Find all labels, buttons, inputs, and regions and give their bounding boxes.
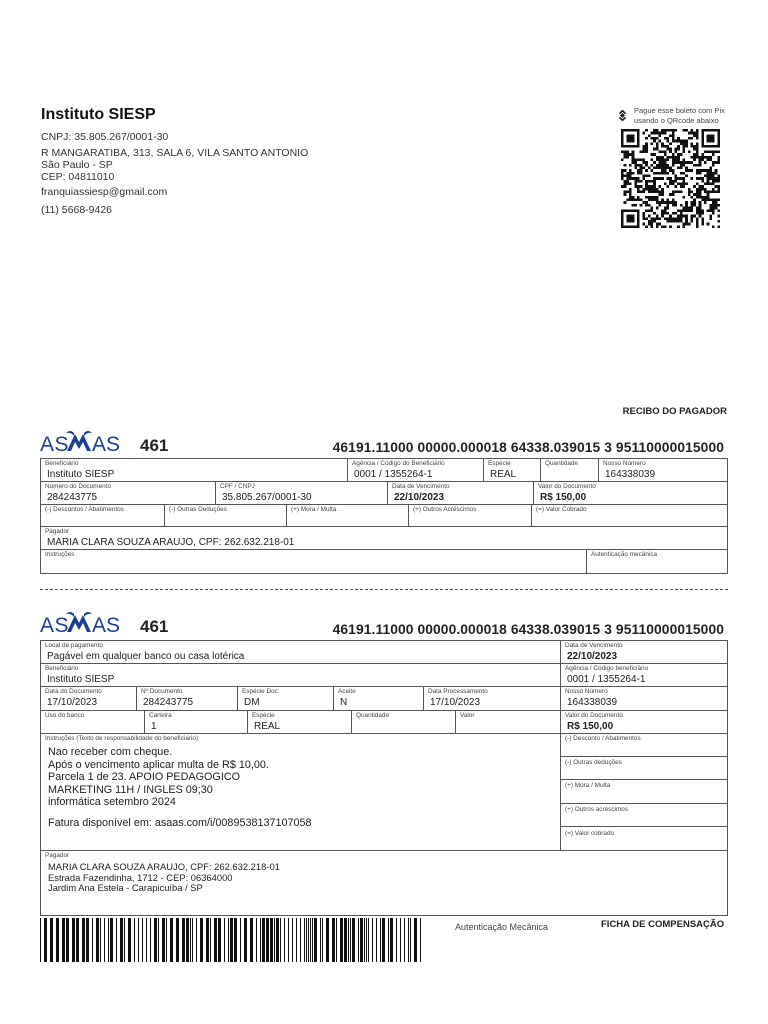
slip-data-processamento [424, 687, 561, 711]
receipt-beneficiario [41, 459, 348, 482]
label: Instruções (Texto de responsabilidade do beneficiário) [45, 735, 199, 742]
slip-beneficiario [41, 664, 561, 687]
slip-box [40, 640, 728, 916]
slip-desconto [561, 734, 727, 757]
label: Número do Documento [45, 483, 112, 490]
slip-carteira [145, 711, 248, 734]
asaas-logo [40, 430, 126, 456]
invoice-link: Fatura disponível em: asaas.com/i/0089538137107058 [48, 816, 312, 829]
slip-valor [456, 711, 561, 734]
label: Pagador [45, 852, 70, 859]
label: (+) Outros acréscimos [565, 806, 629, 813]
label: Valor do Documento [565, 712, 623, 719]
label: (-) Outras Deduções [169, 506, 227, 513]
label: Quantidade [356, 712, 390, 719]
value: DM [244, 697, 260, 708]
barcode [40, 918, 422, 962]
pix-line-2: usando o QRcode abaixo [634, 115, 719, 125]
value: 22/10/2023 [394, 492, 445, 503]
value: 17/10/2023 [47, 697, 98, 708]
label: Pagador [45, 528, 70, 535]
receipt-outras-deducoes [165, 505, 287, 527]
label: (+) Outros Acréscimos [413, 506, 477, 513]
value: 35.805.267/0001-30 [222, 492, 312, 503]
value: 164338039 [605, 469, 656, 480]
slip-numero-documento [137, 687, 238, 711]
instructions-text [48, 746, 312, 830]
value: 22/10/2023 [567, 651, 618, 662]
label: (-) Desconto / Abatimentos [565, 735, 641, 742]
label: Espécie [488, 460, 511, 467]
payer-text [48, 862, 280, 894]
slip-data-documento [41, 687, 137, 711]
receipt-pagador [41, 527, 727, 550]
label: Instruções [45, 551, 75, 558]
label: Data Processamento [428, 688, 488, 695]
label: Espécie [252, 712, 275, 719]
payer-line: Estrada Fazendinha, 1712 - CEP: 06364000 [48, 871, 233, 883]
label: (+) Mora / Multa [291, 506, 337, 513]
slip-agencia [561, 664, 727, 687]
label: Uso do banco [45, 712, 85, 719]
value: 0001 / 1355264-1 [354, 469, 433, 480]
slip-valor-documento [561, 711, 727, 734]
receipt-instrucoes [41, 550, 587, 573]
svg-text:AS: AS [40, 614, 70, 637]
label: (=) Valor Cobrado [536, 506, 587, 513]
label: Carteira [149, 712, 172, 719]
label: Local de pagamento [45, 642, 103, 649]
bank-code: 461 [140, 436, 169, 455]
label: Valor [460, 712, 475, 719]
value: 284243775 [47, 492, 98, 503]
asaas-logo-2 [40, 611, 126, 637]
receipt-mora-multa [287, 505, 409, 527]
slip-instrucoes [41, 734, 561, 851]
svg-text:AS: AS [92, 614, 121, 637]
instruction-line: Nao receber com cheque. [48, 746, 173, 758]
slip-nosso-numero [561, 687, 727, 711]
cut-line [40, 589, 728, 590]
receipt-especie [484, 459, 541, 482]
slip-quantidade [352, 711, 456, 734]
value: REAL [254, 721, 281, 732]
svg-text:AS: AS [40, 433, 70, 456]
label: Nosso Número [565, 688, 608, 695]
receipt-valor-cobrado [532, 505, 727, 527]
receipt-outros-acrescimos [409, 505, 532, 527]
value: 1 [151, 721, 157, 732]
slip-uso-banco [41, 711, 145, 734]
receipt-title: RECIBO DO PAGADOR [622, 406, 727, 417]
receipt-autenticacao [587, 550, 727, 573]
company-cnpj: CNPJ: 35.805.267/0001-30 [41, 131, 169, 143]
label: Nosso Número [603, 460, 646, 467]
company-city: São Paulo - SP [41, 159, 113, 171]
instruction-line: MARKETING 11H / INGLES 09;30 [48, 783, 213, 796]
receipt-valor-documento [534, 482, 727, 505]
company-cep: CEP: 04811010 [41, 171, 115, 183]
slip-mora-multa [561, 780, 727, 804]
label: (=) Valor cobrado [565, 830, 615, 837]
company-address: R MANGARATIBA, 313, SALA 6, VILA SANTO ANTONIO [41, 147, 309, 159]
value: Instituto SIESP [47, 469, 115, 480]
value: 164338039 [567, 697, 618, 708]
qr-code [621, 129, 720, 228]
payer-line: Jardim Ana Estela - Carapicuíba / SP [48, 882, 203, 894]
value: 17/10/2023 [430, 697, 481, 708]
instruction-line: Após o vencimento aplicar multa de R$ 10,00. [48, 758, 269, 771]
value: R$ 150,00 [567, 721, 614, 732]
payer-line: MARIA CLARA SOUZA ARAUJO, CPF: 262.632.218-01 [48, 861, 280, 872]
value: Instituto SIESP [47, 674, 115, 685]
bank-code-2: 461 [140, 617, 169, 636]
digitable-line-2: 46191.11000 00000.000018 64338.039015 3 95110000015000 [332, 622, 724, 637]
label: Nº Documento [141, 688, 183, 695]
pix-icon [617, 110, 628, 121]
slip-especie [248, 711, 352, 734]
label: Aceite [338, 688, 356, 695]
slip-outros-acrescimos [561, 804, 727, 827]
value: 0001 / 1355264-1 [567, 674, 646, 685]
slip-aceite [334, 687, 424, 711]
receipt-vencimento [388, 482, 534, 505]
pix-instructions [634, 106, 725, 125]
ficha-compensacao-title: FICHA DE COMPENSAÇÃO [601, 919, 725, 930]
label: Beneficiário [45, 665, 79, 672]
label: Espécie Doc. [242, 688, 280, 695]
receipt-nosso-numero [599, 459, 727, 482]
label: CPF / CNPJ [220, 483, 255, 490]
digitable-line: 46191.11000 00000.000018 64338.039015 3 95110000015000 [332, 440, 724, 455]
value: REAL [490, 469, 517, 480]
slip-local-pagamento [41, 641, 561, 664]
label: Agência / Código beneficiário [565, 665, 649, 672]
label: Data do Documento [45, 688, 102, 695]
slip-vencimento [561, 641, 727, 664]
pix-line-1: Pague esse boleto com Pix [634, 106, 725, 115]
value: Pagável em qualquer banco ou casa lotérica [47, 651, 245, 662]
label: Beneficiário [45, 460, 79, 467]
label: (+) Mora / Multa [565, 782, 611, 789]
label: Valor do Documento [538, 483, 596, 490]
company-email: franquiassiesp@gmail.com [41, 186, 168, 198]
label: Data de Vencimento [565, 642, 623, 649]
slip-valor-cobrado [561, 827, 727, 851]
slip-especie-doc [238, 687, 334, 711]
value: R$ 150,00 [540, 492, 587, 503]
label: Agência / Código do Beneficiário [352, 460, 445, 467]
receipt-box [40, 458, 728, 574]
svg-text:AS: AS [92, 433, 121, 456]
label: (-) Outras deduções [565, 759, 622, 766]
value: MARIA CLARA SOUZA ARAUJO, CPF: 262.632.218-01 [47, 537, 295, 548]
slip-pagador [41, 851, 727, 915]
receipt-agencia [348, 459, 484, 482]
label: Autenticação mecânica [591, 551, 658, 558]
value: N [340, 697, 348, 708]
slip-outras-deducoes [561, 757, 727, 780]
value: 284243775 [143, 697, 194, 708]
label: Data de Vencimento [392, 483, 450, 490]
company-name: Instituto SIESP [41, 106, 156, 123]
receipt-descontos [41, 505, 165, 527]
autenticacao-mecanica: Autenticação Mecânica [455, 922, 549, 932]
instruction-line: informática setembro 2024 [48, 796, 176, 809]
label: (-) Descontos / Abatimentos [45, 506, 124, 513]
receipt-quantidade [541, 459, 599, 482]
receipt-cpf-cnpj [216, 482, 388, 505]
company-phone: (11) 5668-9426 [41, 204, 113, 216]
label: Quantidade [545, 460, 579, 467]
receipt-numero-documento [41, 482, 216, 505]
instruction-line: Parcela 1 de 23. APOIO PEDAGOGICO [48, 771, 241, 784]
